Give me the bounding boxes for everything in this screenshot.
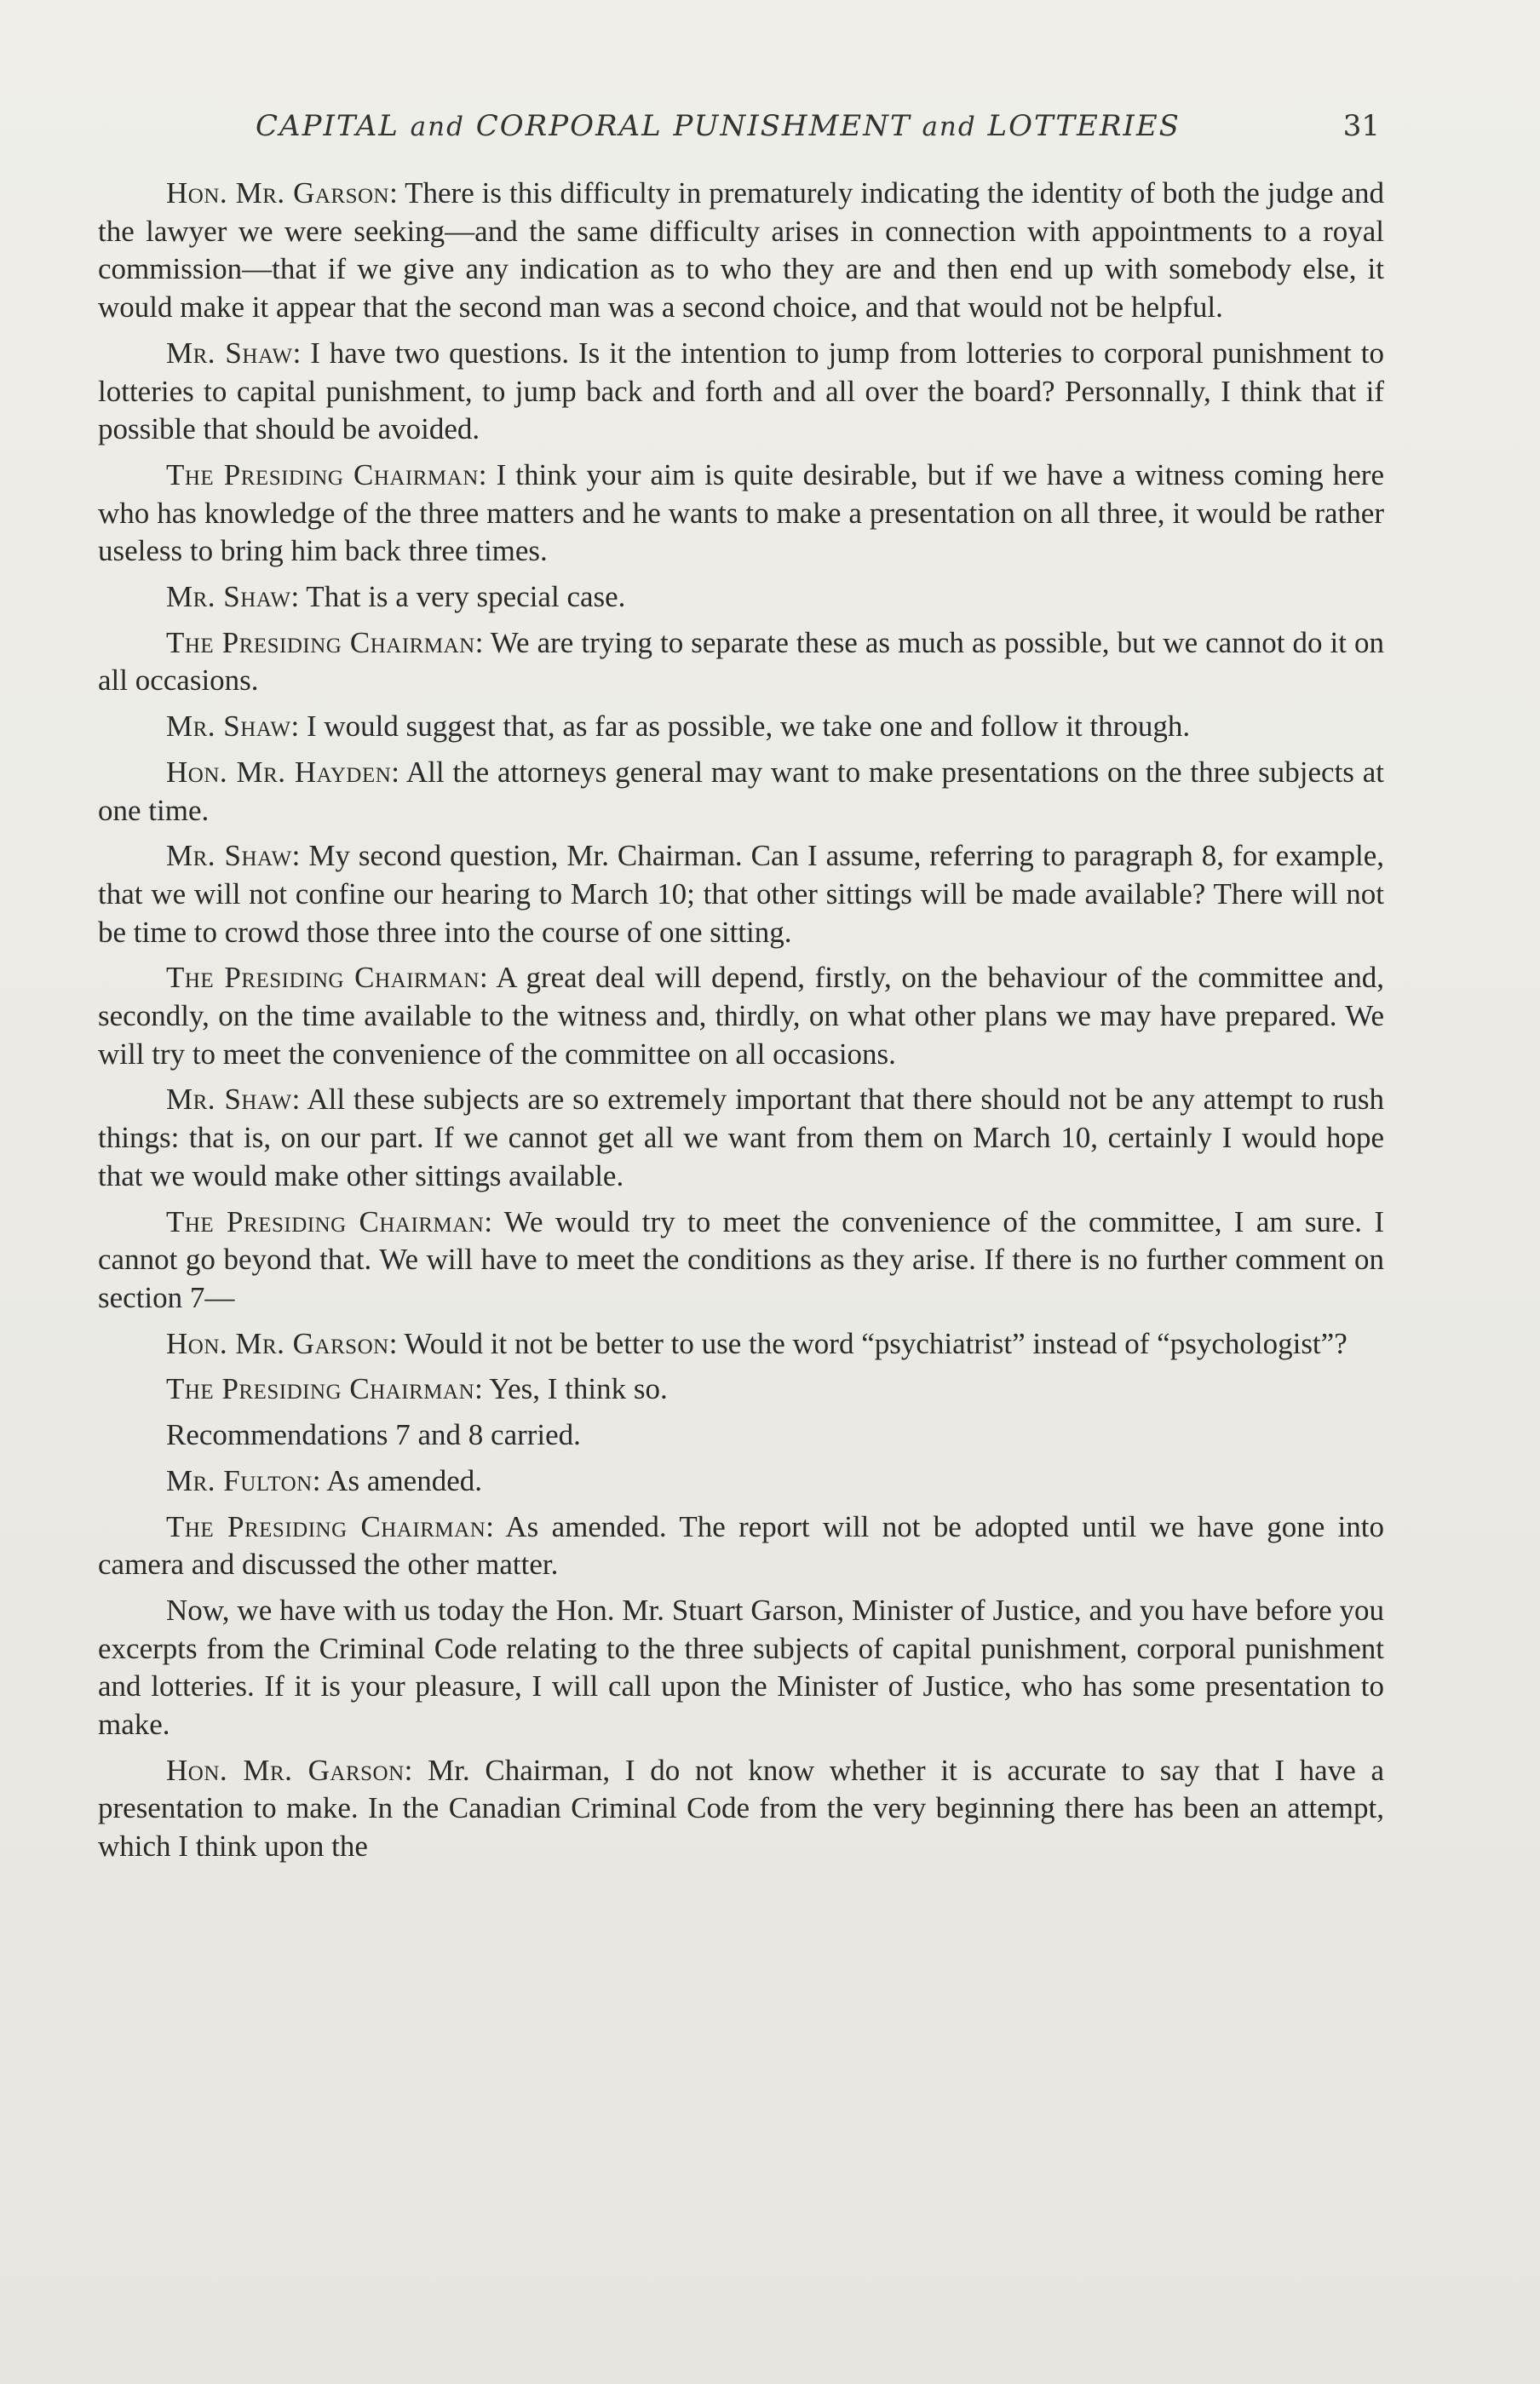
speaker-name: The Presiding Chairman [166, 1372, 475, 1406]
paragraph-text: Recommendations 7 and 8 carried. [166, 1418, 581, 1452]
paragraph-text: : There is this difficulty in prematurely indicating the identity of both the judge and the lawyer we were seeking—and the same difficulty arises in connection with appointments to a royal commission—that if we give any indication as to who they are and then end up with somebody else, it would make it appear that the second man was a second choice, and that would not be helpful. [98, 176, 1384, 325]
speaker-name: Hon. Mr. Hayden [166, 755, 392, 789]
paragraph-text: : Would it not be better to use the word “psychiatrist” instead of “psychologist”? [388, 1326, 1348, 1360]
page-header [256, 101, 1380, 152]
paragraph-text: Now, we have with us today the Hon. Mr. Stuart Garson, Minister of Justice, and you have before you excerpts from the Criminal Code relating to the three subjects of capital punishment, corporal punishment and lotteries. If it is your pleasure, I will call upon the Minister of Justice, who has some presentation to make. [98, 1593, 1384, 1742]
transcript-paragraph [98, 754, 1384, 830]
transcript-paragraph [98, 1370, 1384, 1409]
paragraph-text: : All these subjects are so extremely important that there should not be any attempt to rush things: that is, on our part. If we cannot get all we want from them on March 10, certainly I would hope that we would make other sittings available. [98, 1083, 1384, 1192]
transcript-paragraph [98, 837, 1384, 951]
speaker-name: Mr. Shaw [166, 839, 292, 873]
transcript-paragraph [98, 1416, 1384, 1455]
speaker-name: Mr. Shaw [166, 336, 293, 370]
transcript-paragraph [98, 1203, 1384, 1318]
paragraph-text: : I have two questions. Is it the intention to jump from lotteries to corporal punishment to lotteries to capital punishment, to jump back and forth and all over the board? Personnally, I think that if possible that should be avoided. [98, 336, 1384, 446]
transcript-paragraph [98, 1325, 1384, 1364]
speaker-name: Hon. Mr. Garson [166, 1326, 389, 1360]
speaker-name: The Presiding Chairman [166, 1204, 485, 1238]
speaker-name: The Presiding Chairman [166, 1509, 486, 1543]
speaker-name: Mr. Shaw [166, 709, 291, 744]
transcript-paragraph [98, 1462, 1384, 1501]
paragraph-text: : We are trying to separate these as much as possible, but we cannot do it on all occasions. [98, 625, 1384, 698]
paragraph-text: : My second question, Mr. Chairman. Can I assume, referring to paragraph 8, for example, that we will not confine our hearing to March 10; that other sittings will be made available? There will not be time to crowd those three into the course of one sitting. [98, 839, 1384, 949]
paragraph-text: : We would try to meet the convenience of the committee, I am sure. I cannot go beyond that. We will have to meet the conditions as they arise. If there is no further comment on section 7— [98, 1204, 1385, 1314]
speaker-name: Mr. Fulton [166, 1463, 313, 1497]
speaker-name: Hon. Mr. Garson [166, 176, 390, 210]
paragraph-text: : I think your aim is quite desirable, but if we have a witness coming here who has knowledge of the three matters and he wants to make a presentation on all three, it would be rather useless to bring him back three times. [98, 457, 1384, 568]
paragraph-text: : All the attorneys general may want to make presentations on the three subjects at one time. [98, 755, 1385, 827]
transcript-paragraph [98, 335, 1384, 449]
transcript-paragraph [98, 959, 1384, 1073]
speaker-name: The Presiding Chairman [166, 457, 479, 491]
transcript-paragraph [98, 1592, 1384, 1744]
speaker-name: Mr. Shaw [166, 1083, 292, 1117]
transcript-paragraph [98, 175, 1384, 327]
paragraph-text: : A great deal will depend, firstly, on the behaviour of the committee and, secondly, on the time available to the witness and, thirdly, on what other plans we may have prepared. We will try to meet the convenience of the committee on all occasions. [98, 961, 1385, 1071]
transcript-paragraph [98, 1752, 1384, 1866]
paragraph-text: : That is a very special case. [290, 580, 626, 614]
transcript-paragraph [98, 457, 1384, 571]
paragraph-text: : I would suggest that, as far as possible, we take one and follow it through. [290, 709, 1191, 744]
transcript-paragraph [98, 624, 1384, 700]
paragraph-text: : As amended. The report will not be adopted until we have gone into camera and discussed the other matter. [98, 1509, 1385, 1582]
running-head: CAPITAL and CORPORAL PUNISHMENT and LOTTERIES [256, 109, 1181, 143]
speaker-name: Mr. Shaw [166, 580, 291, 614]
speaker-name: Hon. Mr. Garson [166, 1753, 405, 1787]
transcript-paragraph [98, 708, 1384, 746]
page-number: 31 [1342, 109, 1380, 143]
paragraph-text: : Yes, I think so. [474, 1372, 668, 1406]
transcript-paragraph [98, 1081, 1384, 1195]
paragraph-text: : Mr. Chairman, I do not know whether it is accurate to say that I have a presentation to make. In the Canadian Criminal Code from the very beginning there has been an attempt, which I think upon the [98, 1753, 1385, 1864]
paragraph-text: : As amended. [312, 1463, 482, 1497]
transcript-body [98, 175, 1384, 1874]
transcript-paragraph [98, 578, 1384, 617]
transcript-paragraph [98, 1508, 1384, 1584]
speaker-name: The Presiding Chairman [166, 625, 475, 659]
speaker-name: The Presiding Chairman [166, 961, 480, 995]
